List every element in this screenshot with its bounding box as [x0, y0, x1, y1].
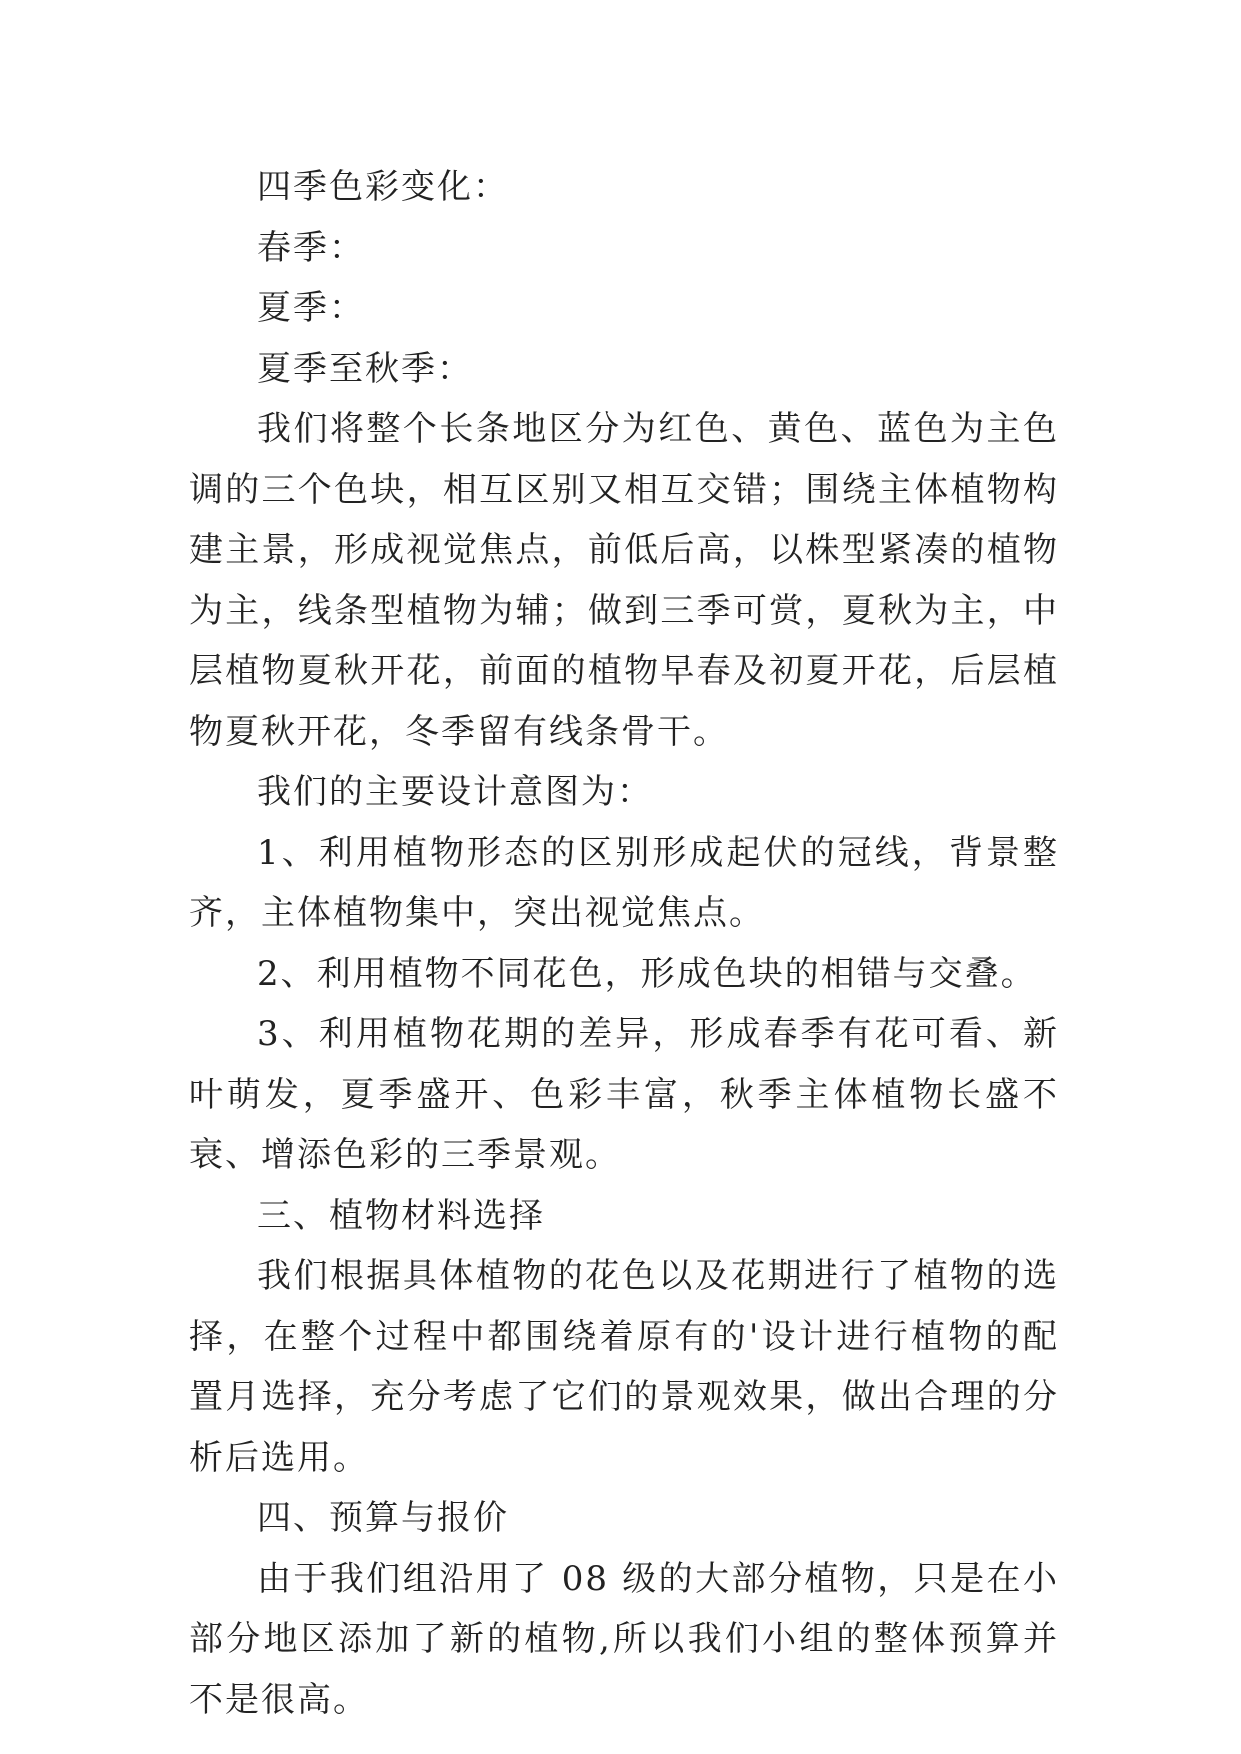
paragraph-summer: 夏季：: [257, 288, 365, 328]
section-heading-budget: 四、预算与报价: [257, 1498, 509, 1538]
paragraph-intent-1: 1、利用植物形态的区别形成起伏的冠线，背景整齐，主体植物集中，突出视觉焦点。: [189, 832, 1059, 933]
paragraph-budget: 由于我们组沿用了 08 级的大部分植物，只是在小部分地区添加了新的植物,所以我们小组的整体预算并不是很高。: [189, 1558, 1059, 1720]
paragraph-seasonal-color-heading: 四季色彩变化：: [257, 167, 509, 207]
paragraph-summer-to-autumn: 夏季至秋季：: [257, 348, 473, 389]
paragraph-color-blocks: 我们将整个长条地区分为红色、黄色、蓝色为主色调的三个色块，相互区别又相互交错；围绕主体植物构建主景，形成视觉焦点，前低后高，以株型紧凑的植物为主，线条型植物为辅；做到三季可赏，夏秋为主，中层植物夏秋开花，前面的植物早春及初夏开花，后层植物夏秋开花，冬季留有线条骨干。: [189, 409, 1059, 752]
document-body: [189, 157, 1059, 1730]
paragraph-plant-selection: 我们根据具体植物的花色以及花期进行了植物的选择，在整个过程中都围绕着原有的'设计进行植物的配置月选择，充分考虑了它们的景观效果，做出合理的分析后选用。: [189, 1256, 1059, 1478]
paragraph-intent-3: 3、利用植物花期的差异，形成春季有花可看、新叶萌发，夏季盛开、色彩丰富，秋季主体植物长盛不衰、增添色彩的三季景观。: [189, 1014, 1059, 1175]
paragraph-spring: 春季：: [257, 227, 365, 268]
paragraph-intent-2: 2、利用植物不同花色，形成色块的相错与交叠。: [257, 953, 1037, 994]
section-heading-plant-materials: 三、植物材料选择: [257, 1195, 545, 1236]
paragraph-design-intent-heading: 我们的主要设计意图为：: [257, 772, 653, 812]
